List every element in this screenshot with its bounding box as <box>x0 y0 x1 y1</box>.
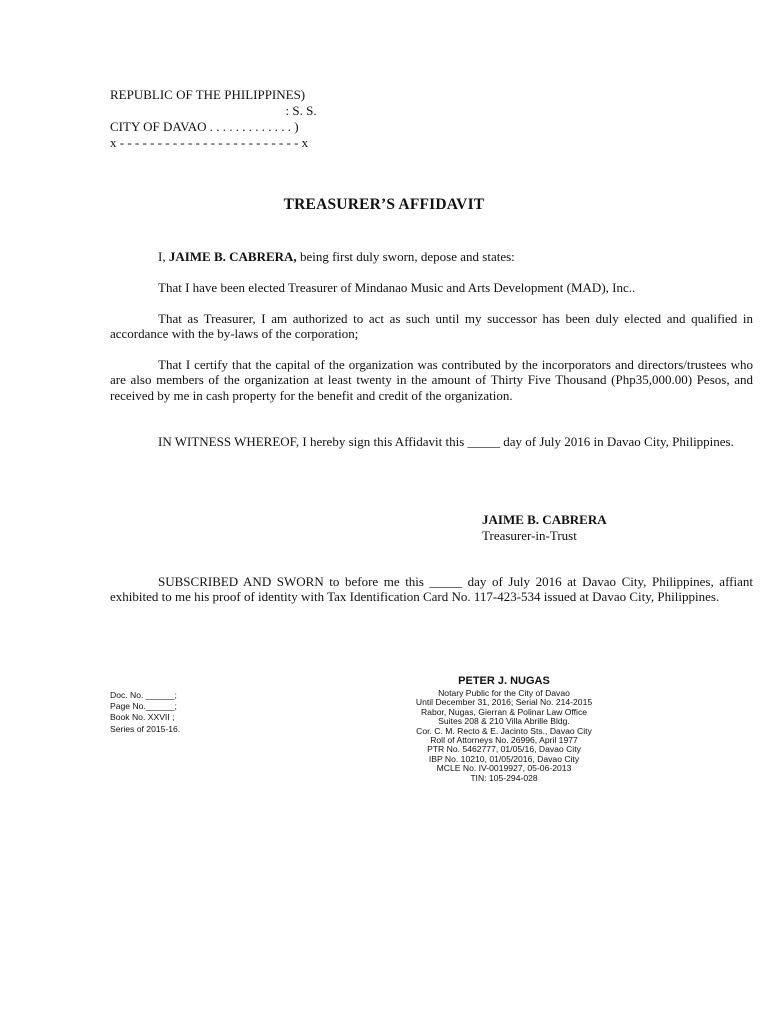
notarial-register <box>110 690 180 735</box>
venue-caption <box>110 87 317 151</box>
paragraph-authorized-text: That as Treasurer, I am authorized to act as such until my successor has been duly elected and qualified in accordance with the by-laws of the corporation; <box>110 311 753 342</box>
notary-line: PTR No. 5462777, 01/05/16, Davao City <box>427 744 581 755</box>
notary-line: Roll of Attorneys No. 26996, April 1977 <box>430 735 578 746</box>
document-title: TREASURER’S AFFIDAVIT <box>283 196 485 213</box>
paragraph-authorized <box>110 311 753 342</box>
paragraph-capital <box>110 357 753 403</box>
paragraph-capital-text: That I certify that the capital of the organization was contributed by the incorporators and directors/trustees who are also members of the organization at least twenty in the amount of Thirty Five Thousand (Php35,000.00) Pesos, and received by me in cash property for the benefit and credit of the organization. <box>110 357 753 403</box>
notary-line: Rabor, Nugas, Gierran & Polinar Law Office <box>420 706 588 717</box>
caption-city: CITY OF DAVAO . . . . . . . . . . . . . ) <box>110 119 299 134</box>
paragraph-witness <box>110 434 753 449</box>
affiant-name: JAIME B. CABRERA, <box>168 249 297 264</box>
paragraph-jurat-text: SUBSCRIBED AND SWORN to before me this _____ day of July 2016 at Davao City, Philippines, affiant exhibited to me his proof of identity with Tax Identification Card No. 117-423-534 issued at Davao City, Philippines. <box>110 574 753 605</box>
notary-block <box>360 674 648 783</box>
signatory-title: Treasurer-in-Trust <box>482 528 577 543</box>
signatory-name: JAIME B. CABRERA <box>482 512 607 527</box>
paragraph-jurat <box>110 574 753 605</box>
notary-line: Suites 208 & 210 Villa Abrille Bldg. <box>438 716 570 727</box>
paragraph-elected-text: That I have been elected Treasurer of Mindanao Music and Arts Development (MAD), Inc.. <box>158 280 636 295</box>
intro-paragraph <box>110 249 753 264</box>
notary-line: TIN: 105-294-028 <box>470 772 538 783</box>
notary-name: PETER J. NUGAS <box>458 675 550 687</box>
intro-rest: being first duly sworn, depose and states: <box>296 249 515 264</box>
notary-line: MCLE No. IV-0019927, 05-06-2013 <box>436 763 572 774</box>
doc-number: Doc. No. ______; <box>110 690 177 700</box>
signature-block <box>482 512 607 544</box>
paragraph-witness-text: IN WITNESS WHEREOF, I hereby sign this Affidavit this _____ day of July 2016 in Davao City, Philippines. <box>158 434 734 449</box>
notary-line: Notary Public for the City of Davao <box>438 688 570 698</box>
notary-line: IBP No. 10210, 01/05/2016, Davao City <box>428 753 580 764</box>
series-year: Series of 2015-16. <box>110 723 181 734</box>
caption-divider: x - - - - - - - - - - - - - - - - - - - - - - - - x <box>110 135 309 150</box>
page-number: Page No.______; <box>110 701 177 712</box>
paragraph-elected <box>110 280 753 295</box>
caption-ss: : S. S. <box>110 103 317 118</box>
book-number: Book No. XXVII ; <box>110 712 175 723</box>
caption-republic: REPUBLIC OF THE PHILIPPINES) <box>110 87 306 102</box>
intro-prefix: I, <box>158 249 169 264</box>
notary-line: Until December 31, 2016; Serial No. 214-2015 <box>415 697 593 708</box>
notary-line: Cor. C. M. Recto & E. Jacinto Sts., Davao City <box>416 725 592 736</box>
